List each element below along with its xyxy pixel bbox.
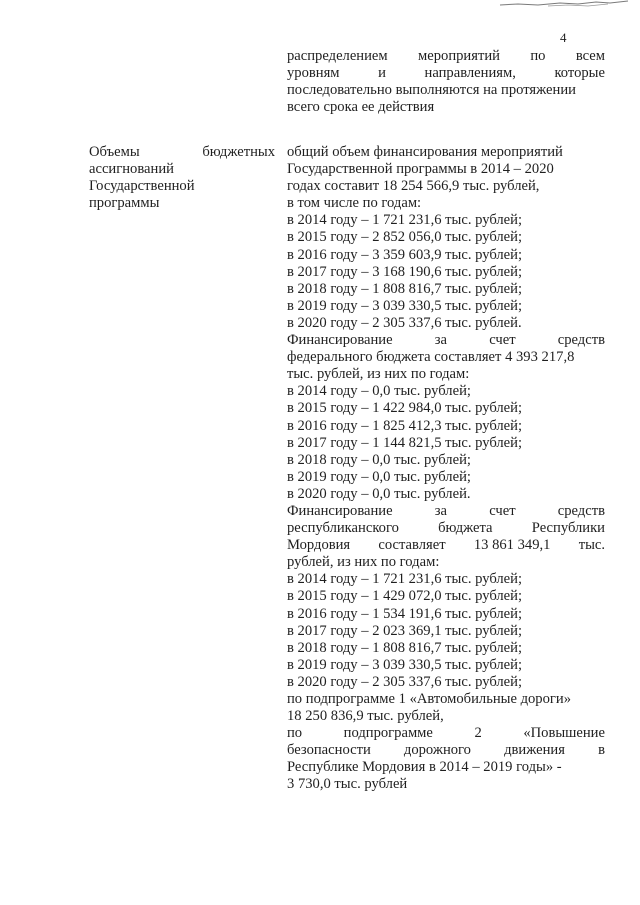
text-line: в 2017 году – 2 023 369,1 тыс. рублей;: [287, 622, 523, 639]
text-word: 13 861 349,1: [473, 537, 551, 554]
text-word: республиканского: [287, 520, 399, 537]
text-line: Государственной программы в 2014 – 2020: [287, 161, 554, 178]
text-line: в 2015 году – 1 429 072,0 тыс. рублей;: [287, 588, 523, 605]
justified-text-line: [287, 332, 605, 349]
page-number: 4: [560, 30, 567, 45]
justified-text-line: [287, 537, 605, 554]
text-word: уровням: [287, 65, 340, 82]
justified-text-line: [287, 725, 605, 742]
text-word: в: [598, 742, 605, 759]
text-word: всем: [575, 48, 605, 64]
text-word: по: [287, 725, 303, 742]
text-line: 18 250 836,9 тыс. рублей,: [287, 708, 444, 725]
text-line: программы: [89, 195, 160, 212]
justified-text-line: [89, 144, 275, 161]
text-line: Государственной: [89, 178, 195, 195]
budget-allocations-text: [287, 144, 605, 794]
text-word: «Повышение: [523, 725, 605, 742]
text-line: в 2020 году – 2 305 337,6 тыс. рублей.: [287, 314, 522, 331]
text-word: бюджета: [438, 520, 493, 537]
text-word: средств: [557, 502, 605, 519]
text-word: распределением: [287, 48, 388, 64]
text-line: последовательно выполняются на протяжении: [287, 82, 576, 99]
text-line: в 2018 году – 1 808 816,7 тыс. рублей;: [287, 639, 523, 656]
text-line: в 2014 году – 1 721 231,6 тыс. рублей;: [287, 212, 523, 229]
justified-text-line: [287, 65, 605, 82]
text-line: 3 730,0 тыс. рублей: [287, 776, 408, 793]
text-line: в 2018 году – 0,0 тыс. рублей;: [287, 451, 471, 468]
text-line: в 2017 году – 3 168 190,6 тыс. рублей;: [287, 263, 523, 280]
justified-text-line: [287, 503, 605, 520]
text-word: за: [434, 332, 448, 349]
text-word: дорожного: [403, 742, 471, 759]
text-line: федерального бюджета составляет 4 393 217,8: [287, 349, 575, 366]
text-line: общий объем финансирования мероприятий: [287, 144, 563, 160]
text-word: средств: [557, 332, 605, 349]
text-line: в 2016 году – 3 359 603,9 тыс. рублей;: [287, 246, 523, 263]
text-line: тыс. рублей, из них по годам:: [287, 366, 470, 383]
text-line: годах составит 18 254 566,9 тыс. рублей,: [287, 178, 540, 195]
text-line: всего срока ее действия: [287, 99, 435, 116]
text-line: по подпрограмме 1 «Автомобильные дороги»: [287, 691, 571, 707]
text-word: Финансирование: [287, 332, 393, 349]
text-word: бюджетных: [202, 144, 275, 160]
text-word: которые: [554, 65, 605, 82]
text-line: в 2019 году – 0,0 тыс. рублей;: [287, 468, 471, 485]
text-word: тыс.: [578, 537, 605, 554]
scan-artifact-mark: [498, 0, 630, 8]
text-line: в 2015 году – 1 422 984,0 тыс. рублей;: [287, 400, 523, 417]
text-word: и: [378, 65, 386, 82]
text-word: по: [530, 48, 546, 64]
text-word: счет: [489, 332, 516, 349]
text-line: в 2020 году – 0,0 тыс. рублей.: [287, 485, 471, 502]
text-line: в 2017 году – 1 144 821,5 тыс. рублей;: [287, 434, 523, 451]
text-line: в 2016 году – 1 534 191,6 тыс. рублей;: [287, 605, 523, 622]
text-word: Финансирование: [287, 502, 393, 519]
text-line: в том числе по годам:: [287, 195, 422, 212]
text-word: за: [434, 502, 448, 519]
text-line: в 2016 году – 1 825 412,3 тыс. рублей;: [287, 417, 523, 434]
text-line: в 2018 году – 1 808 816,7 тыс. рублей;: [287, 280, 523, 297]
intro-paragraph: [287, 48, 605, 116]
text-line: рублей, из них по годам:: [287, 554, 440, 571]
text-line: в 2019 году – 3 039 330,5 тыс. рублей;: [287, 656, 523, 673]
text-word: направлениям,: [424, 65, 516, 82]
text-line: в 2015 году – 2 852 056,0 тыс. рублей;: [287, 229, 523, 246]
text-word: подпрограмме: [343, 725, 433, 742]
text-word: 2: [474, 725, 482, 742]
justified-text-line: [287, 520, 605, 537]
text-line: в 2014 году – 0,0 тыс. рублей;: [287, 383, 471, 400]
text-word: Мордовия: [287, 537, 351, 554]
text-line: ассигнований: [89, 161, 174, 178]
text-word: составляет: [378, 537, 446, 554]
text-word: Объемы: [89, 144, 140, 160]
text-line: Республике Мордовия в 2014 – 2019 годы» -: [287, 759, 562, 776]
text-line: в 2020 году – 2 305 337,6 тыс. рублей;: [287, 673, 523, 690]
justified-text-line: [287, 742, 605, 759]
text-line: в 2014 году – 1 721 231,6 тыс. рублей;: [287, 571, 523, 588]
text-word: движения: [504, 742, 565, 759]
text-line: в 2019 году – 3 039 330,5 тыс. рублей;: [287, 297, 523, 314]
text-word: безопасности: [287, 742, 371, 759]
text-word: Республики: [531, 520, 605, 537]
justified-text-line: [287, 48, 605, 65]
text-word: мероприятий: [418, 48, 500, 64]
text-word: счет: [489, 502, 516, 519]
section-label-budget-allocations: [89, 144, 275, 212]
